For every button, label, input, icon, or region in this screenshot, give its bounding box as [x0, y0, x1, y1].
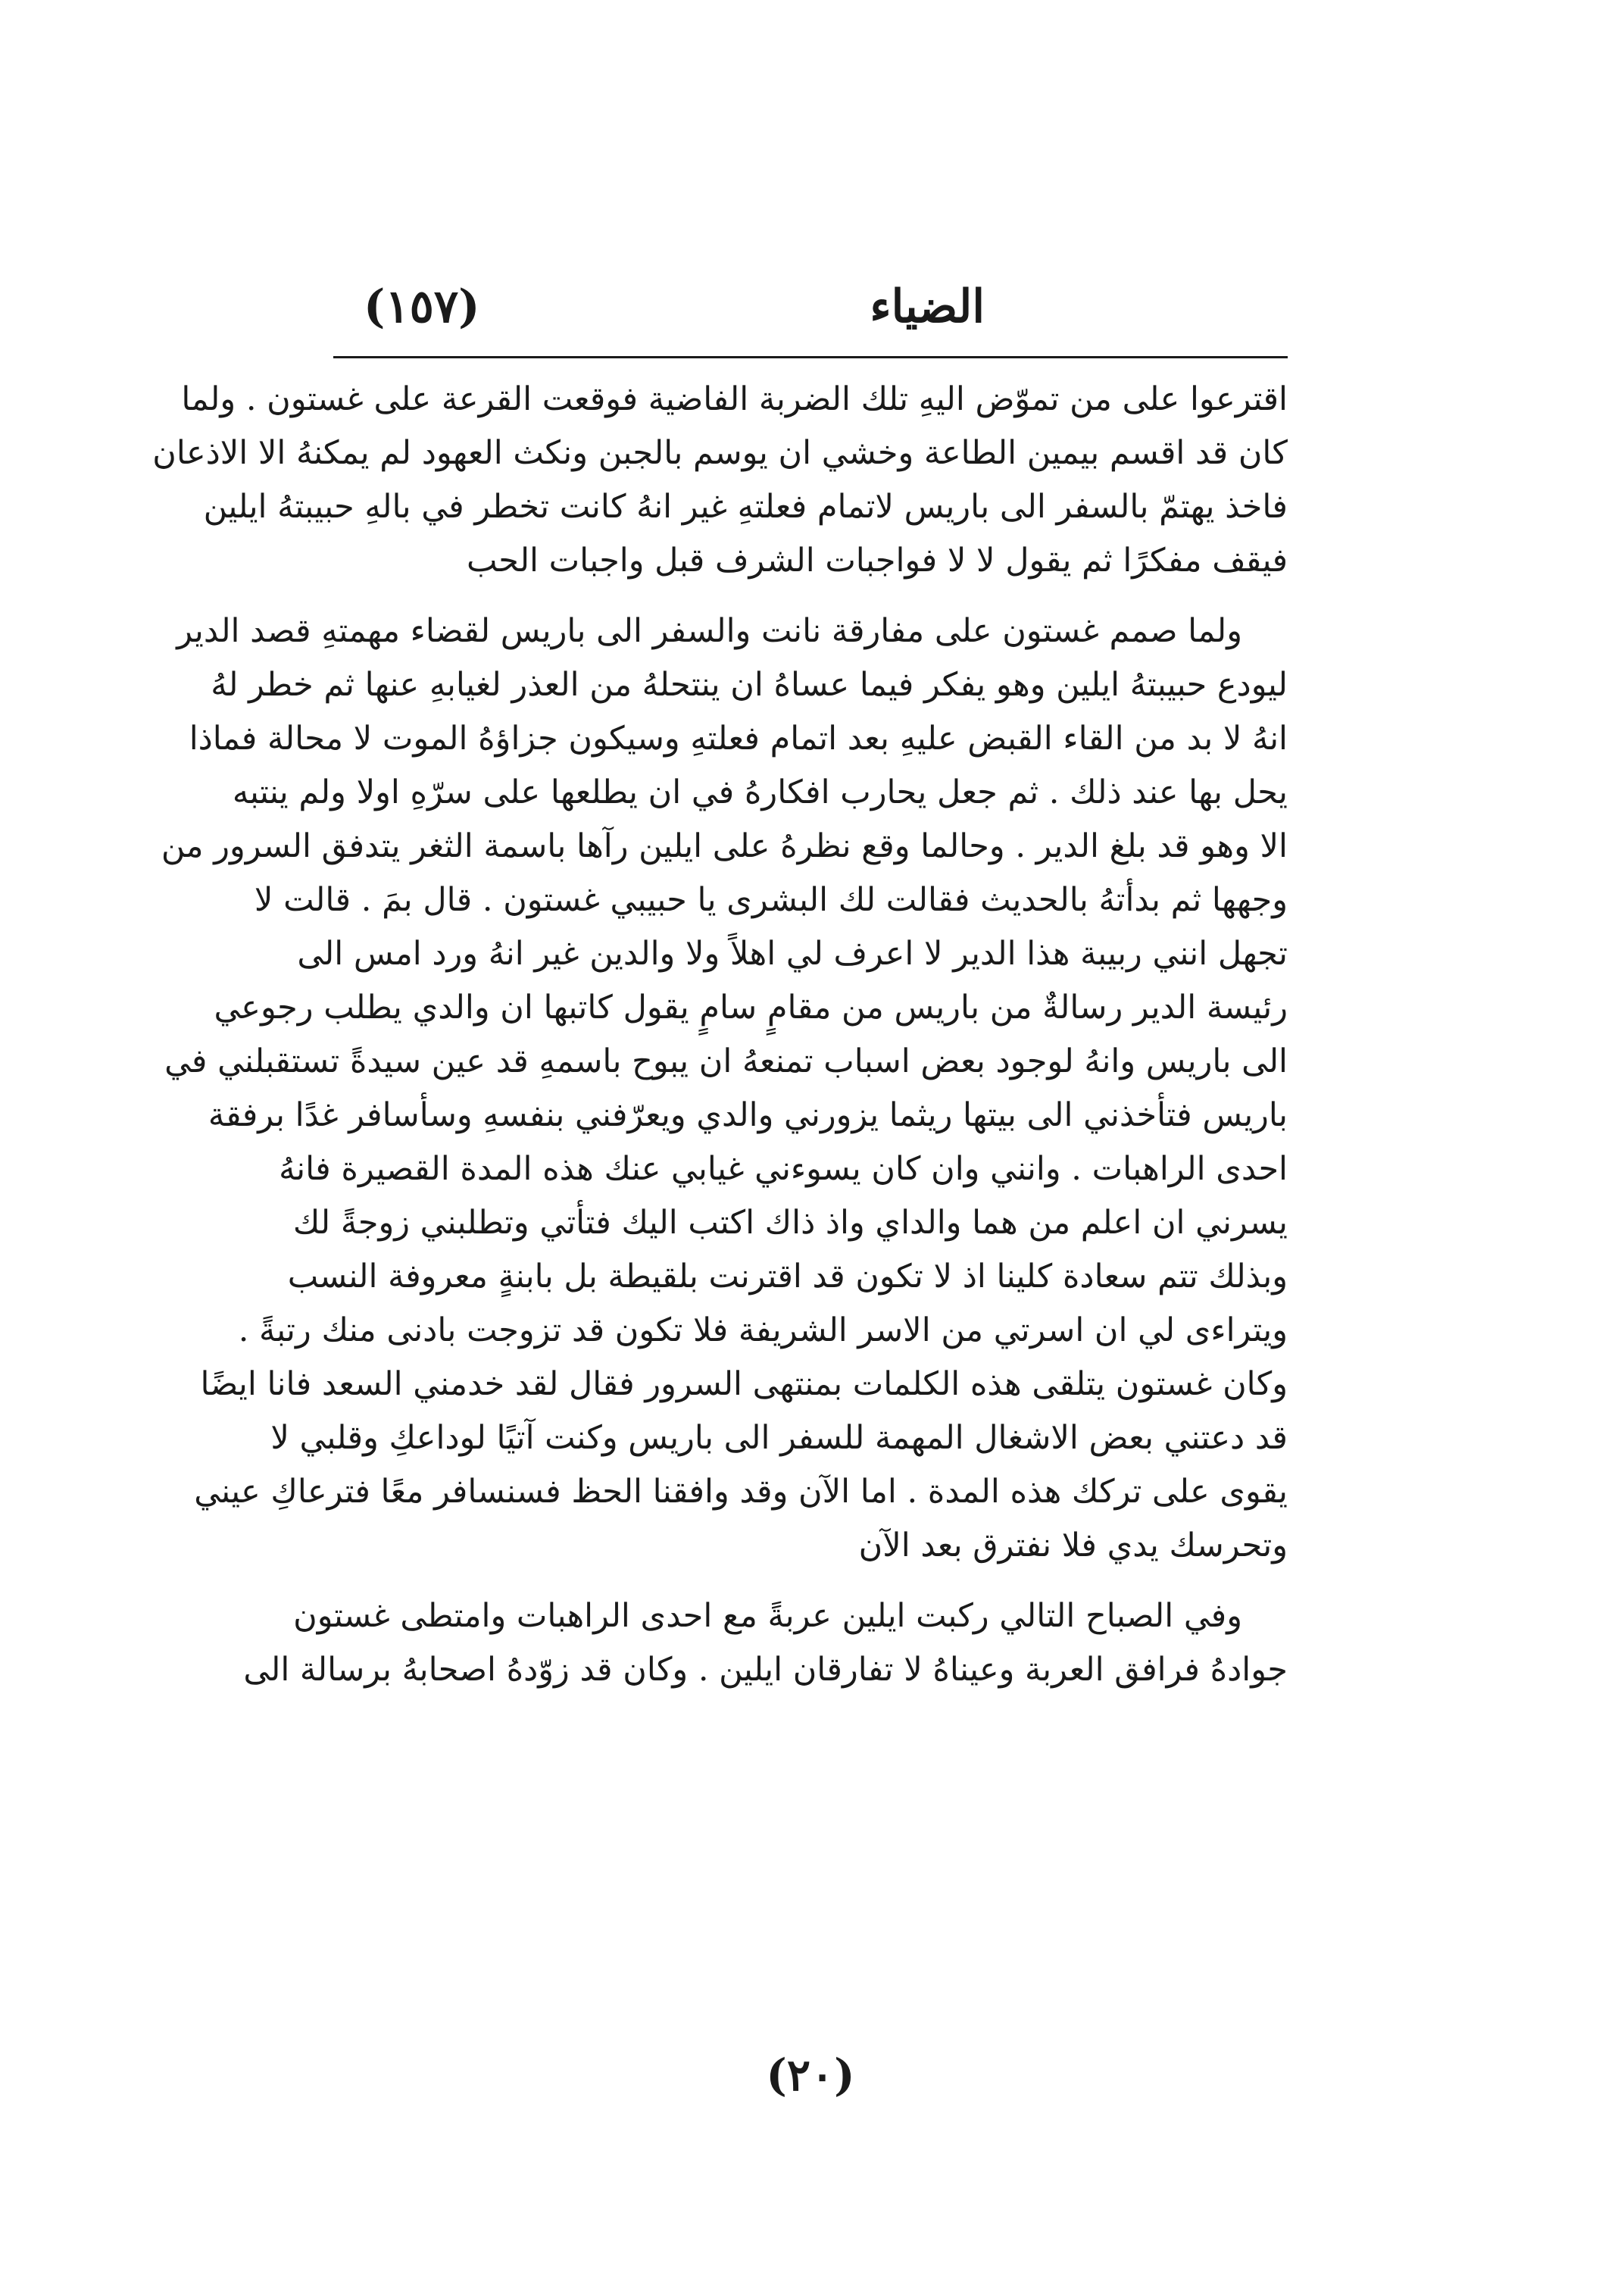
text-line: جوادهُ فرافق العربة وعيناهُ لا تفارقان ايلين . وكان قد زوّدهُ اصحابهُ برسالة الى [243, 1651, 1288, 1689]
paragraph [152, 373, 1288, 588]
paragraph [243, 1589, 1288, 1697]
paragraph-gap [333, 1573, 1288, 1589]
text-line: اقترعوا على من تموّض اليهِ تلك الضربة الفاضية فوقعت القرعة على غستون . ولما [181, 380, 1288, 418]
text-line: وتحرسك يدي فلا نفترق بعد الآن [858, 1527, 1288, 1564]
body-text [152, 373, 1288, 1697]
page-number: (١٥٧) [364, 280, 480, 333]
text-line: ويتراءى لي ان اسرتي من الاسر الشريفة فلا تكون قد تزوجت بادنى منك رتبةً . [238, 1311, 1288, 1349]
text-line: فيقف مفكرًا ثم يقول لا لا فواجبات الشرف قبل واجبات الحب [466, 542, 1288, 580]
text-line: وبذلك تتم سعادة كلينا اذ لا تكون قد اقترنت بلقيطة بل بابنةٍ معروفة النسب [287, 1258, 1288, 1296]
header-rule [333, 356, 1288, 358]
text-line: ولما صمم غستون على مفارقة نانت والسفر الى باريس لقضاء مهمتهِ قصد الدير [176, 612, 1242, 650]
text-line: وفي الصباح التالي ركبت ايلين عربةً مع احدى الراهبات وامتطى غستون [293, 1597, 1242, 1635]
text-line: انهُ لا بد من القاء القبض عليهِ بعد اتمام فعلتهِ وسيكون جزاؤهُ الموت لا محالة فماذا [189, 720, 1288, 758]
text-line: الى باريس وانهُ لوجود بعض اسباب تمنعهُ ان يبوح باسمهِ قد عين سيدةً تستقبلني في [164, 1042, 1288, 1080]
running-title: الضياء [870, 280, 985, 333]
text-line: يسرني ان اعلم من هما والداي واذ ذاك اكتب اليك فتأتي وتطلبني زوجةً لك [292, 1204, 1288, 1242]
text-line: باريس فتأخذني الى بيتها ريثما يزورني والدي ويعرّفني بنفسهِ وسأسافر غدًا برفقة [208, 1096, 1288, 1134]
text-line: يحل بها عند ذلك . ثم جعل يحارب افكارهُ في ان يطلعها على سرّهِ اولا ولم ينتبه [232, 774, 1288, 811]
text-line: كان قد اقسم بيمين الطاعة وخشي ان يوسم بالجبن ونكث العهود لم يمكنهُ الا الاذعان [152, 434, 1288, 472]
text-line: قد دعتني بعض الاشغال المهمة للسفر الى باريس وكنت آتيًا لوداعكِ وقلبي لا [270, 1419, 1288, 1457]
text-line: تجهل انني ربيبة هذا الدير لا اعرف لي اهلاً ولا والدين غير انهُ ورد امس الى [297, 935, 1288, 973]
text-line: فاخذ يهتمّ بالسفر الى باريس لاتمام فعلتهِ غير انهُ كانت تخطر في بالهِ حبيبتهُ ايلين [203, 488, 1288, 526]
page-header [333, 273, 1288, 356]
text-line: وجهها ثم بدأتهُ بالحديث فقالت لك البشرى يا حبيبي غستون . قال بمَ . قالت لا [254, 881, 1288, 919]
text-line: احدى الراهبات . وانني وان كان يسوءني غيابي عنك هذه المدة القصيرة فانهُ [279, 1150, 1288, 1188]
signature-mark: (٢٠) [766, 2049, 855, 2101]
text-line: يقوى على تركك هذه المدة . اما الآن وقد وافقنا الحظ فسنسافر معًا فترعاكِ عيني [194, 1473, 1288, 1511]
text-line: رئيسة الدير رسالةٌ من باريس من مقامٍ سامٍ يقول كاتبها ان والدي يطلب رجوعي [214, 989, 1288, 1027]
paragraph [161, 605, 1288, 1573]
text-line: ليودع حبيبتهُ ايلين وهو يفكر فيما عساهُ ان ينتحلهُ من العذر لغيابهِ عنها ثم خطر لهُ [211, 666, 1288, 704]
text-line: وكان غستون يتلقى هذه الكلمات بمنتهى السرور فقال لقد خدمني السعد فانا ايضًا [200, 1365, 1288, 1403]
paragraph-gap [333, 588, 1288, 605]
text-line: الا وهو قد بلغ الدير . وحالما وقع نظرهُ على ايلين رآها باسمة الثغر يتدفق السرور من [161, 827, 1288, 865]
